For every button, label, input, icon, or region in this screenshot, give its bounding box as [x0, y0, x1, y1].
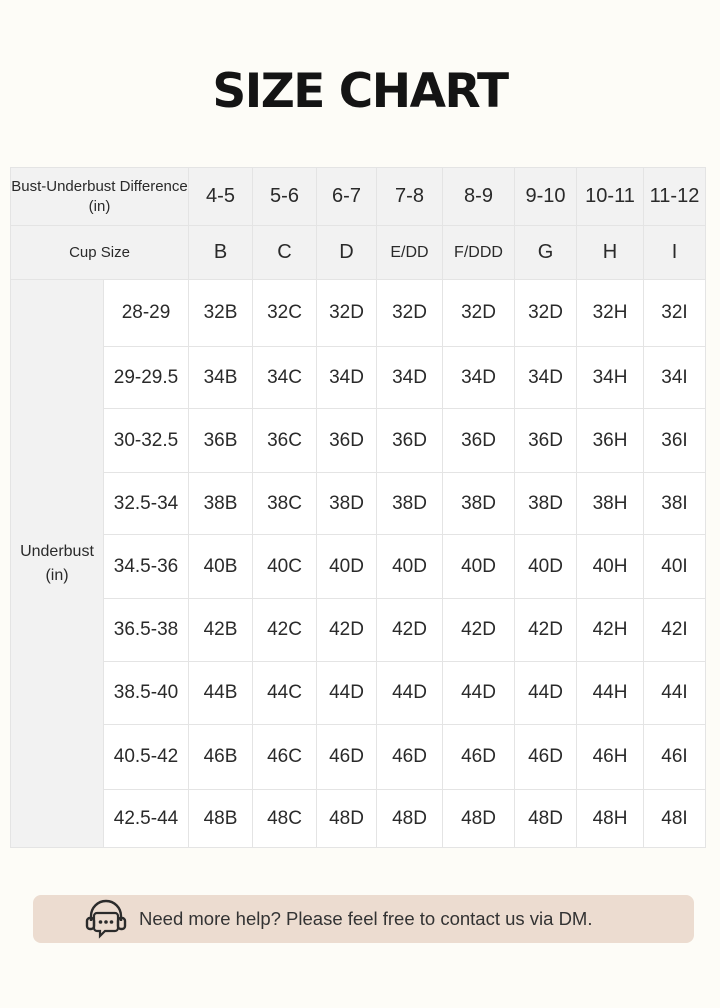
size-cell: 46D — [515, 725, 577, 790]
size-cell: 42B — [189, 599, 253, 662]
size-cell: 34C — [253, 347, 317, 409]
size-cell: 46I — [644, 725, 706, 790]
cup-size-cell: C — [253, 226, 317, 280]
size-cell: 42H — [577, 599, 644, 662]
size-cell: 44D — [515, 662, 577, 725]
size-cell: 38B — [189, 473, 253, 535]
size-cell: 38D — [377, 473, 443, 535]
difference-header-cell: 11-12 — [644, 168, 706, 226]
size-cell: 40C — [253, 535, 317, 599]
underbust-range-cell: 38.5-40 — [104, 662, 189, 725]
size-cell: 42D — [377, 599, 443, 662]
size-cell: 46H — [577, 725, 644, 790]
cup-size-cell: G — [515, 226, 577, 280]
size-cell: 38C — [253, 473, 317, 535]
size-cell: 36D — [515, 409, 577, 473]
help-text: Need more help? Please feel free to contact us via DM. — [139, 908, 593, 929]
underbust-range-cell: 40.5-42 — [104, 725, 189, 790]
size-cell: 44C — [253, 662, 317, 725]
size-cell: 46D — [377, 725, 443, 790]
size-cell: 42C — [253, 599, 317, 662]
size-cell: 32I — [644, 280, 706, 347]
size-cell: 48H — [577, 790, 644, 848]
cup-size-cell: D — [317, 226, 377, 280]
size-cell: 36C — [253, 409, 317, 473]
size-cell: 44D — [377, 662, 443, 725]
size-cell: 48D — [443, 790, 515, 848]
underbust-range-cell: 42.5-44 — [104, 790, 189, 848]
difference-header-cell: 4-5 — [189, 168, 253, 226]
size-cell: 38D — [317, 473, 377, 535]
size-cell: 48I — [644, 790, 706, 848]
size-cell: 38I — [644, 473, 706, 535]
table-row — [11, 280, 706, 347]
size-cell: 34D — [515, 347, 577, 409]
difference-label: Bust-Underbust Difference (in) — [11, 168, 189, 226]
cup-size-cell: B — [189, 226, 253, 280]
size-cell: 44D — [443, 662, 515, 725]
size-cell: 44H — [577, 662, 644, 725]
size-cell: 38D — [515, 473, 577, 535]
size-cell: 36I — [644, 409, 706, 473]
size-cell: 32C — [253, 280, 317, 347]
size-cell: 46B — [189, 725, 253, 790]
size-cell: 32H — [577, 280, 644, 347]
difference-header-cell: 10-11 — [577, 168, 644, 226]
size-cell: 42I — [644, 599, 706, 662]
page-title: SIZE CHART — [212, 64, 508, 119]
size-cell: 34H — [577, 347, 644, 409]
size-cell: 32D — [443, 280, 515, 347]
size-cell: 36H — [577, 409, 644, 473]
table-row — [11, 535, 706, 599]
size-cell: 48D — [377, 790, 443, 848]
cup-size-cell: F/DDD — [443, 226, 515, 280]
size-cell: 40H — [577, 535, 644, 599]
size-cell: 36D — [377, 409, 443, 473]
table-row — [11, 790, 706, 848]
underbust-range-cell: 29-29.5 — [104, 347, 189, 409]
size-cell: 40D — [317, 535, 377, 599]
underbust-range-cell: 28-29 — [104, 280, 189, 347]
table-row — [11, 473, 706, 535]
size-cell: 42D — [515, 599, 577, 662]
size-cell: 48D — [317, 790, 377, 848]
size-cell: 44B — [189, 662, 253, 725]
size-cell: 34D — [377, 347, 443, 409]
size-cell: 40B — [189, 535, 253, 599]
cup-size-cell: E/DD — [377, 226, 443, 280]
underbust-range-cell: 36.5-38 — [104, 599, 189, 662]
size-cell: 44D — [317, 662, 377, 725]
size-cell: 34B — [189, 347, 253, 409]
size-cell: 40D — [377, 535, 443, 599]
cup-size-cell: I — [644, 226, 706, 280]
size-cell: 36B — [189, 409, 253, 473]
difference-header-row — [11, 168, 706, 226]
difference-header-cell: 9-10 — [515, 168, 577, 226]
size-cell: 38D — [443, 473, 515, 535]
size-cell: 46D — [443, 725, 515, 790]
size-cell: 32B — [189, 280, 253, 347]
headset-chat-icon — [83, 899, 129, 939]
size-cell: 48D — [515, 790, 577, 848]
size-cell: 48C — [253, 790, 317, 848]
help-banner[interactable] — [33, 895, 694, 943]
table-row — [11, 347, 706, 409]
table-row — [11, 599, 706, 662]
difference-header-cell: 6-7 — [317, 168, 377, 226]
table-row — [11, 409, 706, 473]
size-cell: 42D — [317, 599, 377, 662]
underbust-range-cell: 34.5-36 — [104, 535, 189, 599]
size-cell: 38H — [577, 473, 644, 535]
size-cell: 34D — [317, 347, 377, 409]
cup-size-cell: H — [577, 226, 644, 280]
cup-size-label: Cup Size — [11, 226, 189, 280]
size-cell: 32D — [377, 280, 443, 347]
size-cell: 46D — [317, 725, 377, 790]
table-row — [11, 662, 706, 725]
difference-header-cell: 5-6 — [253, 168, 317, 226]
size-cell: 44I — [644, 662, 706, 725]
size-cell: 40D — [443, 535, 515, 599]
cup-size-row — [11, 226, 706, 280]
size-cell: 32D — [317, 280, 377, 347]
size-cell: 32D — [515, 280, 577, 347]
size-cell: 40I — [644, 535, 706, 599]
table-row — [11, 725, 706, 790]
difference-header-cell: 7-8 — [377, 168, 443, 226]
size-cell: 46C — [253, 725, 317, 790]
difference-header-cell: 8-9 — [443, 168, 515, 226]
size-chart-table — [10, 167, 706, 848]
size-cell: 34I — [644, 347, 706, 409]
size-cell: 36D — [443, 409, 515, 473]
size-cell: 48B — [189, 790, 253, 848]
size-cell: 42D — [443, 599, 515, 662]
underbust-range-cell: 32.5-34 — [104, 473, 189, 535]
underbust-label: Underbust (in) — [11, 280, 104, 848]
size-cell: 40D — [515, 535, 577, 599]
size-cell: 36D — [317, 409, 377, 473]
underbust-range-cell: 30-32.5 — [104, 409, 189, 473]
size-cell: 34D — [443, 347, 515, 409]
